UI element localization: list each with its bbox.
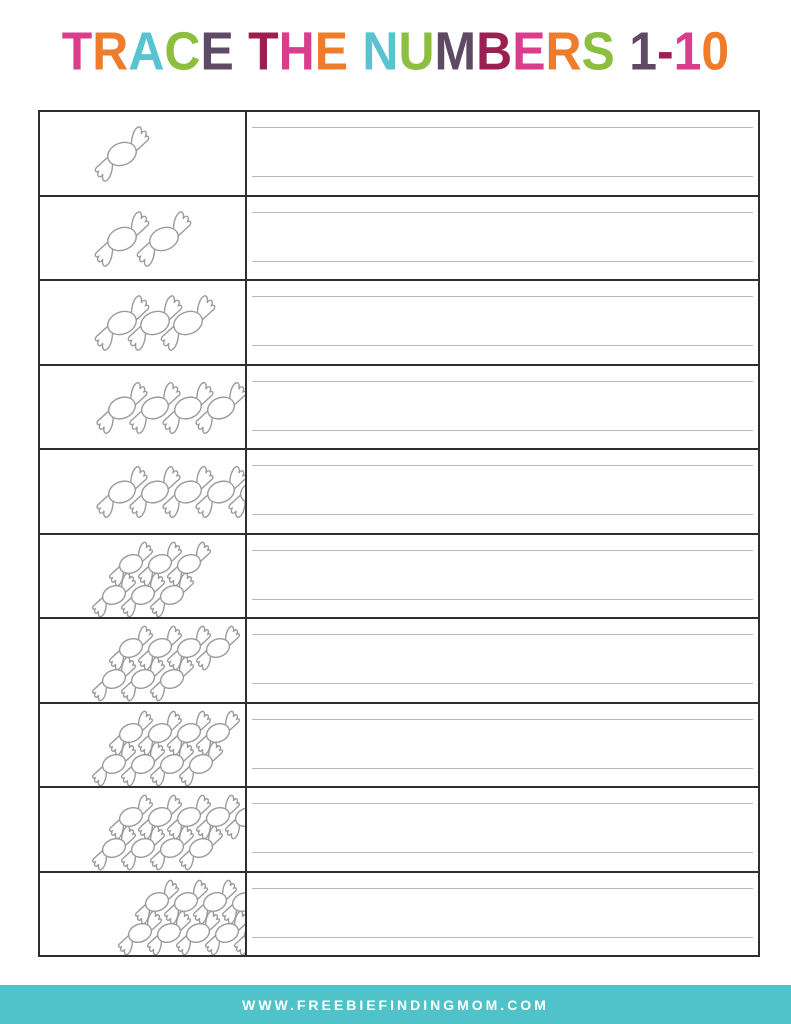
- trace-digit: [259, 546, 294, 604]
- trace-digit: [655, 630, 690, 688]
- trace-digit: [424, 884, 470, 942]
- number-cell: [40, 197, 247, 280]
- trace-digit: [259, 715, 294, 773]
- trace-digit: [542, 123, 577, 181]
- trace-digit: [429, 630, 464, 688]
- number-cell: [40, 450, 247, 533]
- number-cell: [40, 112, 247, 195]
- trace-digit: [542, 715, 577, 773]
- trace-digit: [372, 546, 407, 604]
- trace-digit: [314, 884, 360, 942]
- trace-digit: [598, 630, 633, 688]
- trace-cell: [247, 788, 758, 871]
- trace-digit: [598, 292, 633, 350]
- number-cell: [40, 281, 247, 364]
- trace-digit: [372, 715, 407, 773]
- trace-digit: [485, 715, 520, 773]
- trace-digit: [429, 715, 464, 773]
- trace-cell: [247, 619, 758, 702]
- trace-digit-strip: [259, 715, 746, 773]
- number-cell: [40, 366, 247, 449]
- trace-digit: [542, 377, 577, 435]
- trace-digit: [542, 799, 577, 857]
- trace-digit: [372, 377, 407, 435]
- trace-cell: [247, 366, 758, 449]
- trace-digit: [485, 461, 520, 519]
- title-letter: R: [92, 21, 129, 83]
- trace-digit: [316, 123, 351, 181]
- trace-digit: [655, 377, 690, 435]
- trace-digit: [711, 799, 746, 857]
- trace-digit: [316, 377, 351, 435]
- trace-digit: [598, 208, 633, 266]
- title-letter: E: [512, 21, 546, 83]
- title-letter: U: [398, 21, 435, 83]
- candy-field: [40, 197, 245, 280]
- trace-digit-strip: [259, 546, 746, 604]
- title-letter: 1: [629, 21, 658, 83]
- trace-digit: [711, 630, 746, 688]
- trace-digit: [485, 377, 520, 435]
- trace-digit: [259, 377, 294, 435]
- trace-digit: [485, 292, 520, 350]
- trace-digit: [598, 377, 633, 435]
- trace-digit: [655, 208, 690, 266]
- trace-digit: [429, 377, 464, 435]
- trace-digit: [259, 461, 294, 519]
- trace-digit: [485, 630, 520, 688]
- trace-digit: [655, 546, 690, 604]
- trace-digit: [429, 546, 464, 604]
- trace-cell: [247, 112, 758, 195]
- title-letter: R: [545, 21, 582, 83]
- trace-digit: [590, 884, 636, 942]
- title-letter: C: [164, 21, 201, 83]
- trace-row: [40, 450, 758, 535]
- number-cell: [40, 619, 247, 702]
- title-letter: 0: [701, 21, 730, 83]
- trace-digit-strip: [259, 884, 746, 942]
- trace-digit: [655, 292, 690, 350]
- candy-field: [40, 450, 245, 533]
- title-letter: 1: [673, 21, 702, 83]
- trace-row: [40, 619, 758, 704]
- trace-digit: [711, 208, 746, 266]
- candy-field: [40, 788, 245, 871]
- trace-digit: [372, 208, 407, 266]
- trace-digit: [598, 546, 633, 604]
- title-letter: A: [128, 21, 165, 83]
- trace-digit: [542, 546, 577, 604]
- wrapped-candy-icon: [86, 125, 158, 183]
- trace-row: [40, 788, 758, 873]
- trace-digit: [372, 123, 407, 181]
- title-letter: T: [248, 21, 279, 83]
- page-title: [16, 21, 775, 83]
- trace-row: [40, 197, 758, 282]
- title-letter: M: [434, 21, 477, 83]
- trace-digit: [700, 884, 746, 942]
- candy-field: [40, 366, 245, 449]
- title-letter: -: [657, 21, 674, 83]
- trace-digit: [598, 799, 633, 857]
- trace-digit: [259, 630, 294, 688]
- trace-digit: [598, 461, 633, 519]
- title-letter: T: [61, 21, 93, 83]
- candy-field: [40, 704, 245, 787]
- candy-field: [40, 619, 245, 702]
- trace-digit: [372, 461, 407, 519]
- trace-digit: [485, 546, 520, 604]
- trace-digit: [316, 546, 351, 604]
- number-cell: [40, 873, 247, 956]
- trace-digit: [711, 123, 746, 181]
- trace-digit: [542, 630, 577, 688]
- trace-digit: [542, 461, 577, 519]
- trace-digit: [259, 884, 305, 942]
- footer-url: WWW.FREEBIEFINDINGMOM.COM: [242, 996, 549, 1013]
- trace-digit: [655, 461, 690, 519]
- trace-row: [40, 873, 758, 956]
- trace-digit: [542, 292, 577, 350]
- trace-digit: [259, 123, 294, 181]
- number-cell: [40, 704, 247, 787]
- trace-digit: [711, 546, 746, 604]
- trace-cell: [247, 197, 758, 280]
- trace-cell: [247, 535, 758, 618]
- title-letter: E: [314, 21, 349, 83]
- candy-field: [40, 281, 245, 364]
- trace-row: [40, 535, 758, 620]
- trace-digit: [429, 461, 464, 519]
- trace-digit: [429, 799, 464, 857]
- footer-bar: [0, 985, 791, 1024]
- trace-digit: [485, 208, 520, 266]
- trace-digit: [655, 715, 690, 773]
- trace-cell: [247, 873, 758, 956]
- title-letter: N: [362, 21, 399, 83]
- trace-digit: [316, 292, 351, 350]
- candy-field: [40, 112, 245, 195]
- trace-row: [40, 112, 758, 197]
- trace-digit: [480, 884, 526, 942]
- trace-digit: [372, 799, 407, 857]
- trace-digit: [372, 292, 407, 350]
- trace-digit: [429, 123, 464, 181]
- trace-digit: [372, 630, 407, 688]
- trace-digit: [259, 208, 294, 266]
- trace-digit-strip: [259, 208, 746, 266]
- trace-digit: [369, 884, 415, 942]
- trace-digit: [598, 715, 633, 773]
- trace-digit-strip: [259, 630, 746, 688]
- trace-digit-strip: [259, 799, 746, 857]
- trace-digit: [645, 884, 691, 942]
- trace-digit: [259, 799, 294, 857]
- trace-digit: [711, 377, 746, 435]
- trace-digit: [598, 123, 633, 181]
- trace-digit-strip: [259, 123, 746, 181]
- trace-table: [38, 110, 760, 957]
- trace-digit: [316, 799, 351, 857]
- candy-field: [40, 535, 245, 618]
- trace-digit-strip: [259, 377, 746, 435]
- trace-row: [40, 366, 758, 451]
- trace-digit: [316, 630, 351, 688]
- trace-cell: [247, 704, 758, 787]
- trace-digit: [711, 715, 746, 773]
- title-letter: E: [200, 21, 234, 83]
- trace-digit: [535, 884, 581, 942]
- trace-digit: [542, 208, 577, 266]
- title-letter: S: [581, 21, 615, 83]
- candy-field: [40, 873, 245, 956]
- trace-digit: [485, 799, 520, 857]
- trace-digit: [711, 292, 746, 350]
- trace-digit: [429, 208, 464, 266]
- trace-digit: [485, 123, 520, 181]
- trace-cell: [247, 281, 758, 364]
- trace-digit: [316, 461, 351, 519]
- trace-digit: [429, 292, 464, 350]
- trace-cell: [247, 450, 758, 533]
- number-cell: [40, 788, 247, 871]
- trace-digit: [259, 292, 294, 350]
- trace-digit: [316, 208, 351, 266]
- number-cell: [40, 535, 247, 618]
- trace-row: [40, 281, 758, 366]
- trace-digit: [711, 461, 746, 519]
- trace-digit-strip: [259, 461, 746, 519]
- trace-digit: [655, 123, 690, 181]
- trace-digit-strip: [259, 292, 746, 350]
- trace-row: [40, 704, 758, 789]
- title-letter: H: [278, 21, 315, 83]
- trace-digit: [655, 799, 690, 857]
- trace-digit: [316, 715, 351, 773]
- title-letter: B: [476, 21, 513, 83]
